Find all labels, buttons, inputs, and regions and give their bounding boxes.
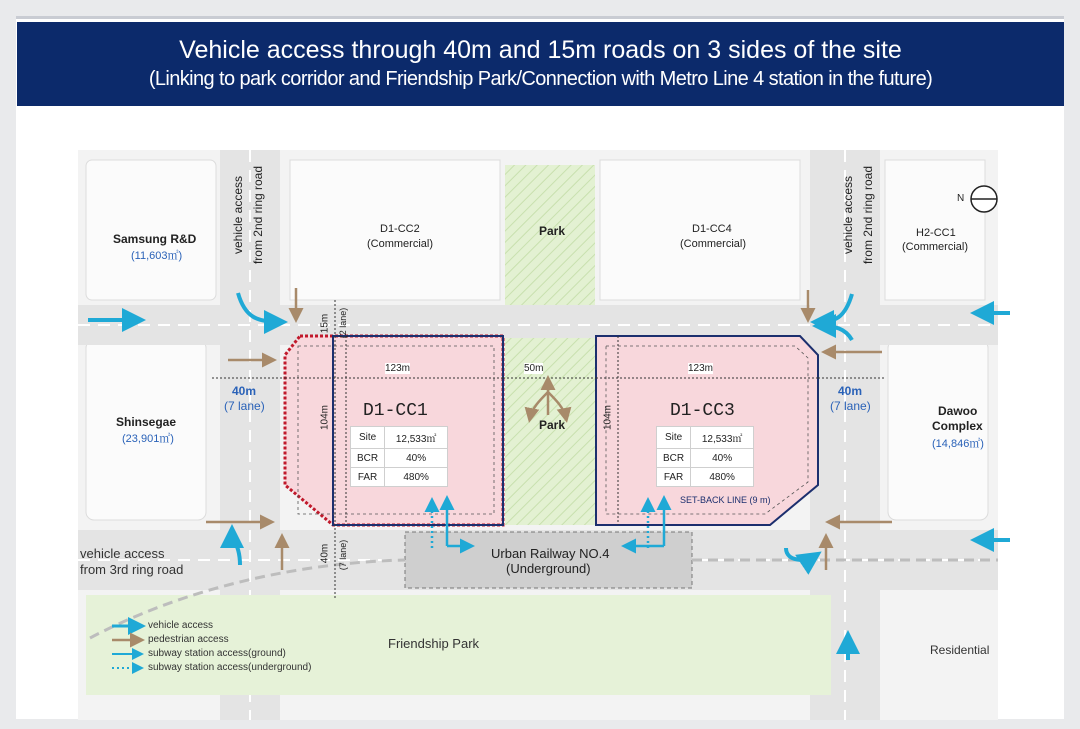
lane-7-left: (7 lane) [224,399,265,413]
site-d1cc3-table [656,426,754,487]
ring-3rd-label-2: from 3rd ring road [80,562,184,577]
dim-123-right: 123m [688,363,714,374]
legend-subway-ground: subway station access(ground) [148,648,286,659]
table-cell: FAR [657,468,691,487]
railway-label: Urban Railway NO.4 [491,546,610,561]
shinsegae-label: Shinsegae [116,415,177,429]
table-cell: 40% [691,449,754,468]
h2cc1-use: (Commercial) [902,241,968,253]
d1cc4-use: (Commercial) [680,238,746,250]
table-row [657,468,754,487]
page-subtitle: (Linking to park corridor and Friendship Park/Connection with Metro Line 4 station in the future) [148,68,933,90]
dawoo-label-2: Complex [932,419,983,433]
park-label-top: Park [539,224,566,238]
ring-3rd-label-1: vehicle access [80,546,165,561]
shinsegae-area: (23,901㎡) [122,433,174,445]
dim-123-left: 123m [385,363,411,374]
table-cell: 40% [385,449,448,468]
site-d1cc1-title: D1-CC1 [363,401,428,421]
dawoo-label-1: Dawoo [938,404,978,418]
lane-7-right: (7 lane) [830,399,871,413]
setback-label: SET-BACK LINE (9 m) [680,495,771,505]
table-cell: 12,533㎡ [691,427,754,449]
ring-road-left-label: from 2nd ring road [251,165,265,265]
table-cell: 480% [385,468,448,487]
table-cell: BCR [351,449,385,468]
samsung-area: (11,603㎡) [131,250,183,262]
table-row [351,427,448,449]
d1cc2-use: (Commercial) [367,238,433,250]
site-d1cc3-title: D1-CC3 [670,401,735,421]
legend-subway-underground: subway station access(underground) [148,662,312,673]
table-cell: Site [351,427,385,449]
lane-2-label: (2 lane) [338,307,348,339]
table-row [657,449,754,468]
dim-104-left: 104m [319,405,331,431]
lane-7-bottom: (7 lane) [338,539,348,571]
vehicle-access-right-label: vehicle access [841,175,855,255]
dim-50: 50m [524,363,544,374]
road-15m-label: 15m [319,313,331,334]
table-cell: 480% [691,468,754,487]
site-d1cc1-table [350,426,448,487]
dawoo-area: (14,846㎡) [932,438,984,450]
north-label: N [957,193,965,204]
h2cc1-label: H2-CC1 [916,227,956,239]
friendship-park-label: Friendship Park [388,636,480,651]
d1cc2-label: D1-CC2 [380,223,420,235]
legend-pedestrian: pedestrian access [148,634,229,645]
railway-sublabel: (Underground) [506,561,591,576]
table-cell: 12,533㎡ [385,427,448,449]
dim-104-right: 104m [602,405,614,431]
table-row [351,468,448,487]
page-title: Vehicle access through 40m and 15m roads on 3 sides of the site [179,36,902,64]
table-row [351,449,448,468]
road-40m-left: 40m [232,384,257,398]
table-cell: Site [657,427,691,449]
road-40m-bottom: 40m [319,543,331,564]
samsung-label: Samsung R&D [113,232,197,246]
ring-road-right-label: from 2nd ring road [861,165,875,265]
residential-label: Residential [930,643,990,657]
table-cell: FAR [351,468,385,487]
table-row [657,427,754,449]
table-cell: BCR [657,449,691,468]
road-40m-right: 40m [838,384,863,398]
legend-vehicle: vehicle access [148,620,214,631]
vehicle-access-left-label: vehicle access [231,175,245,255]
park-label-mid: Park [539,418,566,432]
d1cc4-label: D1-CC4 [692,223,732,235]
